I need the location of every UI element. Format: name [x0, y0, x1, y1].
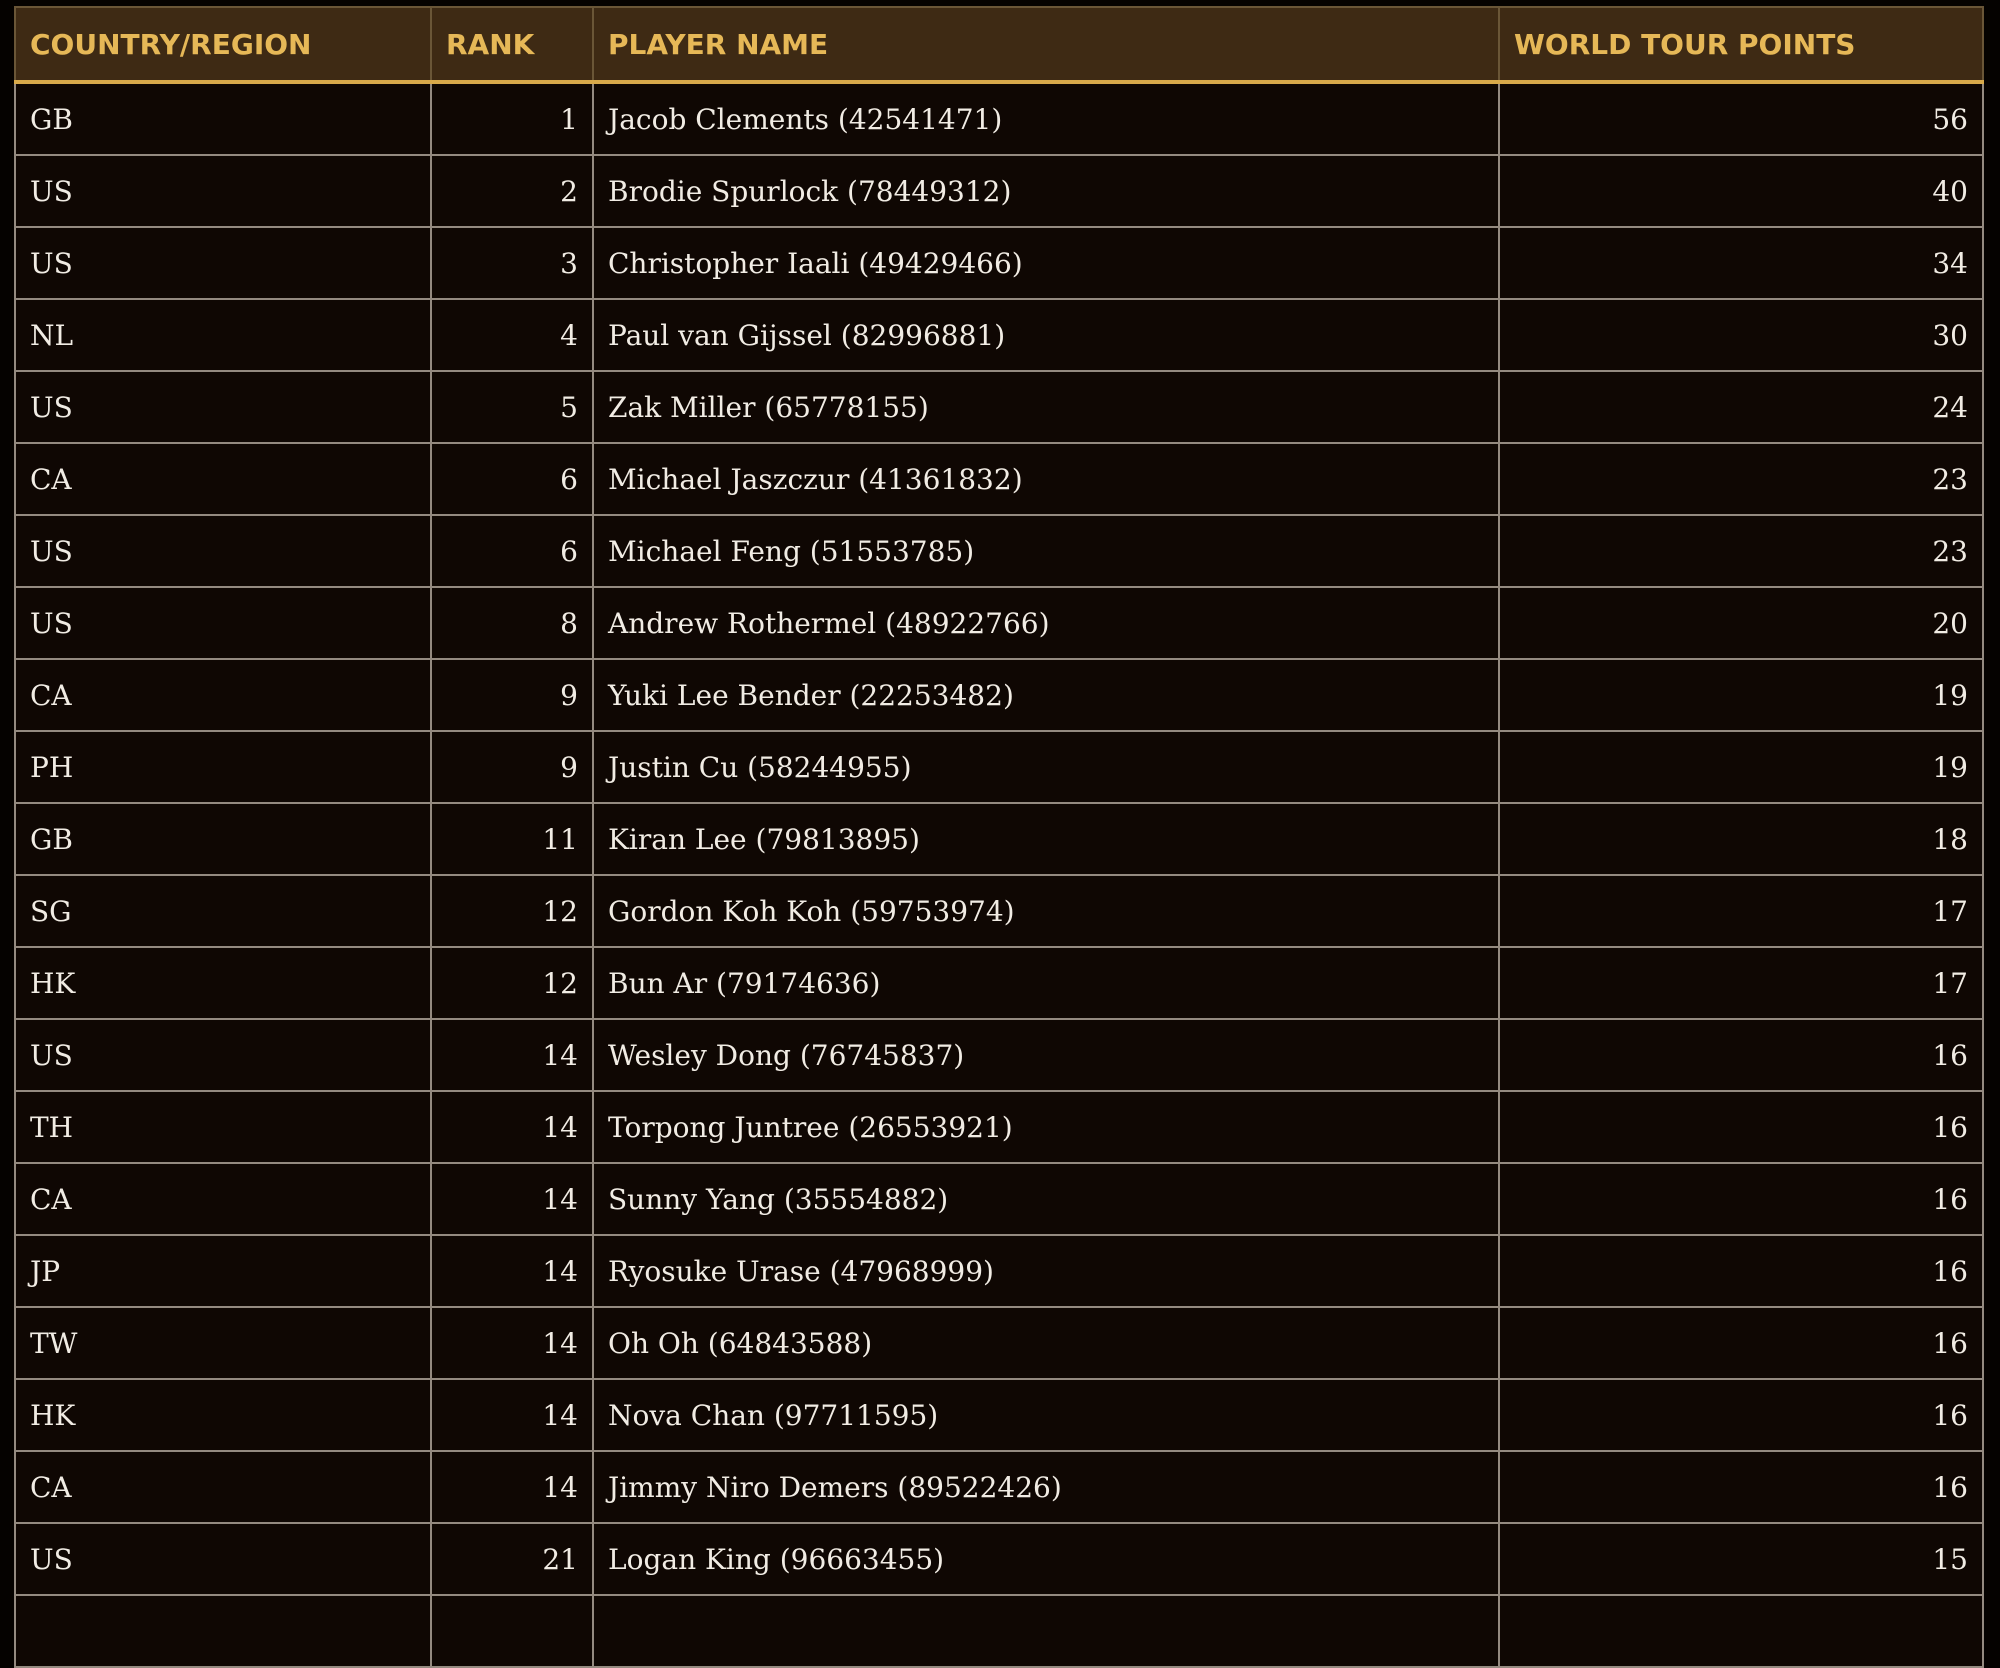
table-row: [15, 1307, 1983, 1379]
points-cell: [1499, 1595, 1983, 1667]
rank-cell: 9: [431, 659, 593, 731]
points-cell: 15: [1499, 1523, 1983, 1595]
player-name-cell: Christopher Iaali (49429466): [593, 227, 1499, 299]
points-cell: 16: [1499, 1451, 1983, 1523]
table-row: [15, 515, 1983, 587]
player-name-cell: Oh Oh (64843588): [593, 1307, 1499, 1379]
player-name-cell: Nova Chan (97711595): [593, 1379, 1499, 1451]
points-cell: 23: [1499, 515, 1983, 587]
rank-cell: 21: [431, 1523, 593, 1595]
player-name-cell: Ryosuke Urase (47968999): [593, 1235, 1499, 1307]
points-cell: 16: [1499, 1307, 1983, 1379]
player-name-cell: Gordon Koh Koh (59753974): [593, 875, 1499, 947]
player-name-cell: Michael Feng (51553785): [593, 515, 1499, 587]
rank-cell: 2: [431, 155, 593, 227]
country-cell: US: [15, 371, 431, 443]
country-cell: PH: [15, 731, 431, 803]
rank-cell: 1: [431, 82, 593, 155]
table-row: [15, 155, 1983, 227]
column-header-country[interactable]: COUNTRY/REGION: [15, 7, 431, 82]
table-row: [15, 947, 1983, 1019]
player-name-cell: Wesley Dong (76745837): [593, 1019, 1499, 1091]
rank-cell: 3: [431, 227, 593, 299]
country-cell: HK: [15, 947, 431, 1019]
player-name-cell: Paul van Gijssel (82996881): [593, 299, 1499, 371]
rank-cell: 9: [431, 731, 593, 803]
rank-cell: 12: [431, 947, 593, 1019]
table-row: [15, 1523, 1983, 1595]
points-cell: 19: [1499, 731, 1983, 803]
points-cell: 17: [1499, 875, 1983, 947]
table-row: [15, 875, 1983, 947]
rank-cell: 14: [431, 1019, 593, 1091]
table-row: [15, 1019, 1983, 1091]
rank-cell: 14: [431, 1163, 593, 1235]
country-cell: US: [15, 227, 431, 299]
points-cell: 20: [1499, 587, 1983, 659]
points-cell: 17: [1499, 947, 1983, 1019]
points-cell: 19: [1499, 659, 1983, 731]
country-cell: GB: [15, 82, 431, 155]
country-cell: TH: [15, 1091, 431, 1163]
player-name-cell: [593, 1595, 1499, 1667]
table-row: [15, 587, 1983, 659]
rank-cell: 4: [431, 299, 593, 371]
country-cell: SG: [15, 875, 431, 947]
points-cell: 16: [1499, 1379, 1983, 1451]
table-header: [15, 7, 1983, 82]
player-name-cell: Jimmy Niro Demers (89522426): [593, 1451, 1499, 1523]
rank-cell: [431, 1595, 593, 1667]
table-row: [15, 371, 1983, 443]
table-row: [15, 82, 1983, 155]
rank-cell: 5: [431, 371, 593, 443]
points-cell: 16: [1499, 1019, 1983, 1091]
rankings-table-container: [14, 6, 1982, 1668]
table-row: [15, 1379, 1983, 1451]
player-name-cell: Zak Miller (65778155): [593, 371, 1499, 443]
column-header-world-tour-points[interactable]: WORLD TOUR POINTS: [1499, 7, 1983, 82]
column-header-rank[interactable]: RANK: [431, 7, 593, 82]
player-name-cell: Sunny Yang (35554882): [593, 1163, 1499, 1235]
rank-cell: 12: [431, 875, 593, 947]
table-row: [15, 1235, 1983, 1307]
rank-cell: 14: [431, 1091, 593, 1163]
points-cell: 16: [1499, 1091, 1983, 1163]
rank-cell: 6: [431, 515, 593, 587]
country-cell: HK: [15, 1379, 431, 1451]
table-row: [15, 803, 1983, 875]
table-body: [15, 82, 1983, 1667]
table-row: [15, 443, 1983, 515]
player-name-cell: Michael Jaszczur (41361832): [593, 443, 1499, 515]
column-header-player-name[interactable]: PLAYER NAME: [593, 7, 1499, 82]
points-cell: 30: [1499, 299, 1983, 371]
player-name-cell: Torpong Juntree (26553921): [593, 1091, 1499, 1163]
player-name-cell: Jacob Clements (42541471): [593, 82, 1499, 155]
country-cell: US: [15, 155, 431, 227]
points-cell: 16: [1499, 1235, 1983, 1307]
country-cell: US: [15, 1523, 431, 1595]
table-row: [15, 1163, 1983, 1235]
player-name-cell: Andrew Rothermel (48922766): [593, 587, 1499, 659]
country-cell: JP: [15, 1235, 431, 1307]
country-cell: CA: [15, 659, 431, 731]
rank-cell: 14: [431, 1451, 593, 1523]
country-cell: GB: [15, 803, 431, 875]
table-row: [15, 227, 1983, 299]
rankings-table: [14, 6, 1984, 1668]
country-cell: [15, 1595, 431, 1667]
player-name-cell: Bun Ar (79174636): [593, 947, 1499, 1019]
points-cell: 16: [1499, 1163, 1983, 1235]
country-cell: NL: [15, 299, 431, 371]
player-name-cell: Brodie Spurlock (78449312): [593, 155, 1499, 227]
points-cell: 24: [1499, 371, 1983, 443]
country-cell: TW: [15, 1307, 431, 1379]
rank-cell: 14: [431, 1379, 593, 1451]
table-row: [15, 299, 1983, 371]
rank-cell: 14: [431, 1235, 593, 1307]
country-cell: CA: [15, 443, 431, 515]
rank-cell: 6: [431, 443, 593, 515]
table-row: [15, 1451, 1983, 1523]
player-name-cell: Justin Cu (58244955): [593, 731, 1499, 803]
points-cell: 34: [1499, 227, 1983, 299]
rank-cell: 8: [431, 587, 593, 659]
header-row: [15, 7, 1983, 82]
player-name-cell: Logan King (96663455): [593, 1523, 1499, 1595]
country-cell: US: [15, 587, 431, 659]
table-row: [15, 1091, 1983, 1163]
rank-cell: 14: [431, 1307, 593, 1379]
country-cell: US: [15, 1019, 431, 1091]
table-row: [15, 1595, 1983, 1667]
player-name-cell: Yuki Lee Bender (22253482): [593, 659, 1499, 731]
player-name-cell: Kiran Lee (79813895): [593, 803, 1499, 875]
points-cell: 23: [1499, 443, 1983, 515]
points-cell: 56: [1499, 82, 1983, 155]
country-cell: US: [15, 515, 431, 587]
table-row: [15, 659, 1983, 731]
country-cell: CA: [15, 1163, 431, 1235]
points-cell: 40: [1499, 155, 1983, 227]
points-cell: 18: [1499, 803, 1983, 875]
rank-cell: 11: [431, 803, 593, 875]
country-cell: CA: [15, 1451, 431, 1523]
table-row: [15, 731, 1983, 803]
